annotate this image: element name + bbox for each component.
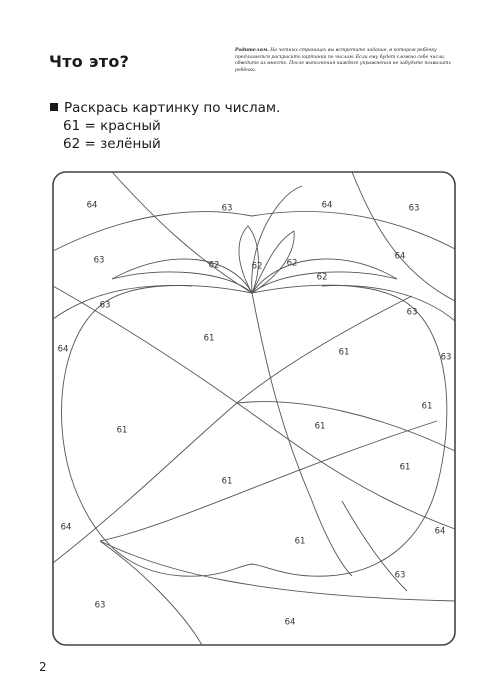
cross-line-g xyxy=(252,293,352,576)
parents-note xyxy=(235,48,465,74)
region-label: 63 xyxy=(94,600,106,611)
apple-stem xyxy=(252,186,302,293)
page-number: 2 xyxy=(39,660,47,674)
cross-line-b xyxy=(53,296,412,563)
bg-arc-left xyxy=(53,285,192,319)
legend-item-green: 62 = зелёный xyxy=(63,136,161,152)
region-label: 64 xyxy=(394,251,406,262)
bullet-icon xyxy=(50,103,58,111)
task-instruction-row xyxy=(50,99,280,117)
parents-note-lead: Родителям. xyxy=(235,48,269,53)
region-label: 61 xyxy=(294,536,306,547)
region-label: 61 xyxy=(399,462,411,473)
bg-arc-right xyxy=(322,285,455,321)
region-label: 63 xyxy=(221,203,233,214)
cross-line-d xyxy=(100,421,437,541)
region-label: 61 xyxy=(421,401,433,412)
region-label: 62 xyxy=(316,272,328,283)
region-label: 62 xyxy=(286,258,298,269)
region-label: 64 xyxy=(284,617,296,628)
legend-item-red: 61 = красный xyxy=(63,118,161,134)
region-label: 63 xyxy=(408,203,420,214)
region-label: 63 xyxy=(394,570,406,581)
region-label: 64 xyxy=(86,200,98,211)
region-label: 61 xyxy=(314,421,326,432)
leaf-center-left xyxy=(239,226,258,293)
region-label: 63 xyxy=(440,352,452,363)
region-label: 63 xyxy=(99,300,111,311)
region-label: 63 xyxy=(93,255,105,266)
bg-arc-top-right xyxy=(352,172,455,301)
region-label: 61 xyxy=(203,333,215,344)
region-label: 61 xyxy=(338,347,350,358)
cross-line-f xyxy=(100,541,202,645)
page-title: Что это? xyxy=(49,52,130,71)
region-label: 64 xyxy=(57,344,69,355)
task-block xyxy=(50,99,280,153)
color-by-number-picture[interactable] xyxy=(52,171,456,646)
bg-arc-top xyxy=(53,212,455,251)
region-label: 64 xyxy=(434,526,446,537)
region-label: 62 xyxy=(208,260,220,271)
leaf-left-inner xyxy=(112,272,252,293)
task-instruction: Раскрась картинку по числам. xyxy=(64,100,281,116)
apple-picture-svg[interactable] xyxy=(52,171,456,646)
region-label: 64 xyxy=(60,522,72,533)
cross-line-a xyxy=(53,286,455,529)
region-label: 61 xyxy=(221,476,233,487)
region-label: 62 xyxy=(251,261,263,272)
region-label: 61 xyxy=(116,425,128,436)
parents-note-text: На четных страницах вы встретите задание, в котором ребёнку предлагается раскрасить картинки по числам. Если ему будет сложно себе числа, обведите их вместе. После выполнения каждого упражнения не забудьте похвалить ребёнка. xyxy=(235,48,451,73)
region-label: 64 xyxy=(321,200,333,211)
region-label: 63 xyxy=(406,307,418,318)
region-labels xyxy=(58,201,452,628)
